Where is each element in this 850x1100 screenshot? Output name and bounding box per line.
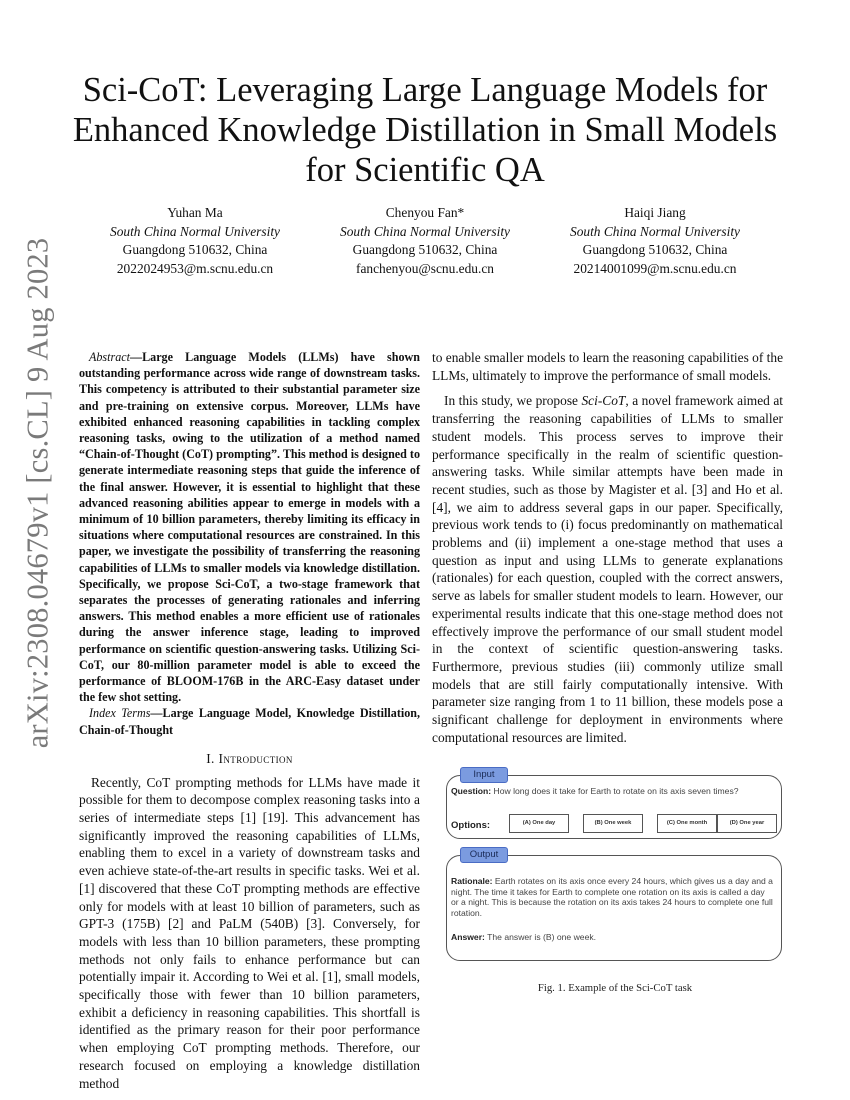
figure-1 (446, 766, 784, 996)
index-terms-text: —Large Language Model, Knowledge Distillation, Chain-of-Thought (79, 706, 420, 737)
author-name: Chenyou Fan* (385, 205, 465, 220)
figure-answer (451, 932, 596, 942)
author-affiliation: South China Normal University (110, 223, 280, 239)
question-text: How long does it take for Earth to rotate on its axis seven times? (491, 786, 739, 796)
right-column (432, 349, 783, 746)
rationale-label: Rationale: (451, 876, 493, 886)
index-terms-lead: Index Terms (89, 706, 151, 721)
framework-name: Sci-CoT (581, 393, 626, 409)
figure-caption: Fig. 1. Example of the Sci-CoT task (537, 982, 693, 994)
paper-title: Sci-CoT: Leveraging Large Language Models for Enhanced Knowledge Distillation in Small Models for Scientific QA (72, 71, 778, 189)
abstract-text: —Large Language Models (LLMs) have shown outstanding performance across wide range of downstream tasks. This competency is attributed to their substantial parameter size and pre-training on extensive corpus. Moreover, LLMs have exhibited enhanced reasoning capabilities in tackling complex reasoning tasks, owing to the utilization of a method named “Chain-of-Thought (CoT) prompting”. This method is designed to generate intermediate reasoning steps that guide the inference of the final answer. However, it is essential to highlight that these advanced reasoning abilities appear to emerge in models with a minimum of 10 billion parameters, thereby limiting its efficacy in situations where computational resources are constrained. In this paper, we investigate the possibility of transferring the reasoning capabilities of LLMs to smaller models via knowledge distillation. Specifically, we propose Sci-CoT, a two-stage framework that separates the processes of generating rationales and inferring answers. This method enables a more efficient use of rationales during the answer inference stage, leading to improved performance on scientific question-answering tasks. Utilizing Sci-CoT, our 80-million parameter model is able to exceed the performance of BLOOM-176B in the ARC-Easy dataset under the few shot setting. (79, 350, 420, 705)
author-affiliation: South China Normal University (340, 223, 510, 239)
option-c: (C) One month (657, 814, 717, 833)
author-name: Yuhan Ma (167, 205, 223, 220)
left-column (79, 349, 420, 1092)
figure-input-box (446, 769, 782, 839)
author-affiliation: South China Normal University (570, 223, 740, 239)
author-address: Guangdong 510632, China (582, 242, 728, 258)
author-email: 20214001099@m.scnu.edu.cn (573, 260, 737, 276)
options-label: Options: (451, 820, 491, 831)
abstract (79, 349, 420, 705)
intro-paragraph-1: Recently, CoT prompting methods for LLMs have made it possible for them to decompose complex reasoning tasks into a series of intermediate steps [1] [19]. This advancement has significantly improved the reasoning capabilities of LLMs, enabling them to excel in a variety of downstream tasks and even achieve state-of-the-art results in specific tasks. Wei et al. [1] discovered that these CoT prompting methods are effective only for models with at least 10 billion of parameters, such as GPT-3 (175B) [2] and PaLM (540B) [3]. Conversely, for models with less than 10 billion parameters, these prompting methods not only fails to enhance performance but can potentially impair it. According to Wei et al. [1], small models, specifically those with fewer than 10 billion parameters, exhibit a deficiency in reasoning capabilities. This shortfall is identified as the primary reason for their poor performance when employing CoT prompting methods. Therefore, our research focused on employing a knowledge distillation method (79, 774, 420, 1091)
option-d: (D) One year (717, 814, 777, 833)
abstract-lead: Abstract (89, 350, 130, 364)
section-heading-introduction: I. Introduction (206, 750, 293, 766)
author-email: fanchenyou@scnu.edu.cn (355, 260, 494, 276)
author-1 (80, 204, 310, 278)
author-address: Guangdong 510632, China (122, 242, 268, 258)
option-a: (A) One day (509, 814, 569, 833)
input-tag: Input (460, 767, 508, 783)
para-text: , a novel framework aimed at transferring the reasoning capabilities of LLMs to smaller student models. This process serves to improve their performance specifically in the realm of scientific question-answering tasks. While similar attempts have been made in recent studies, such as those by Magister et al. [3] and Ho et al. [4], we aim to address several gaps in our paper. Specifically, previous work tends to (i) focus predominantly on mathematical problems and (ii) implement a one-stage method that uses a question as input and using LLMs to generate explanations (rationales) for each question, coupled with the correct answers, serve as labels for smaller student models to learn. However, our experimental results indicate that this one-stage method does not effectively improve the performance of our small student model in the context of scientific question-answering tasks. Furthermore, previous studies (iii) commonly utilize small models that are still fairly computationally intensive. With parameter size ranging from 1 to 11 billion, these models pose a significant challenge for deployment in environments where computational resources are limited. (432, 393, 783, 745)
intro-paragraph-1-continued: to enable smaller models to learn the reasoning capabilities of the LLMs, ultimately to improve the performance of small models. (432, 350, 784, 383)
author-3 (540, 204, 770, 278)
author-email: 2022024953@m.scnu.edu.cn (116, 260, 274, 276)
arxiv-stamp-text: arXiv:2308.04679v1 [cs.CL] 9 Aug 2023 (20, 237, 55, 749)
question-label: Question: (451, 786, 492, 796)
output-tag: Output (460, 847, 508, 863)
arxiv-identifier-stamp (18, 237, 58, 749)
option-b: (B) One week (583, 814, 643, 833)
rationale-text: Earth rotates on its axis once every 24 hours, which gives us a day and a night. The time it takes for Earth to complete one rotation on its axis is called a day or a night. This is because the rotation on its axis takes 24 hours to complete one full rotation. (451, 876, 773, 918)
figure-output-box (446, 849, 782, 961)
index-terms (79, 705, 420, 737)
para-text: In this study, we propose (444, 393, 582, 409)
figure-rationale (451, 876, 773, 918)
answer-text: The answer is (B) one week. (484, 932, 597, 942)
author-address: Guangdong 510632, China (352, 242, 498, 258)
answer-label: Answer: (451, 932, 485, 942)
author-2 (310, 204, 540, 278)
intro-paragraph-2 (432, 392, 783, 746)
author-block (80, 204, 770, 278)
author-name: Haiqi Jiang (624, 205, 686, 220)
figure-question (451, 786, 739, 796)
